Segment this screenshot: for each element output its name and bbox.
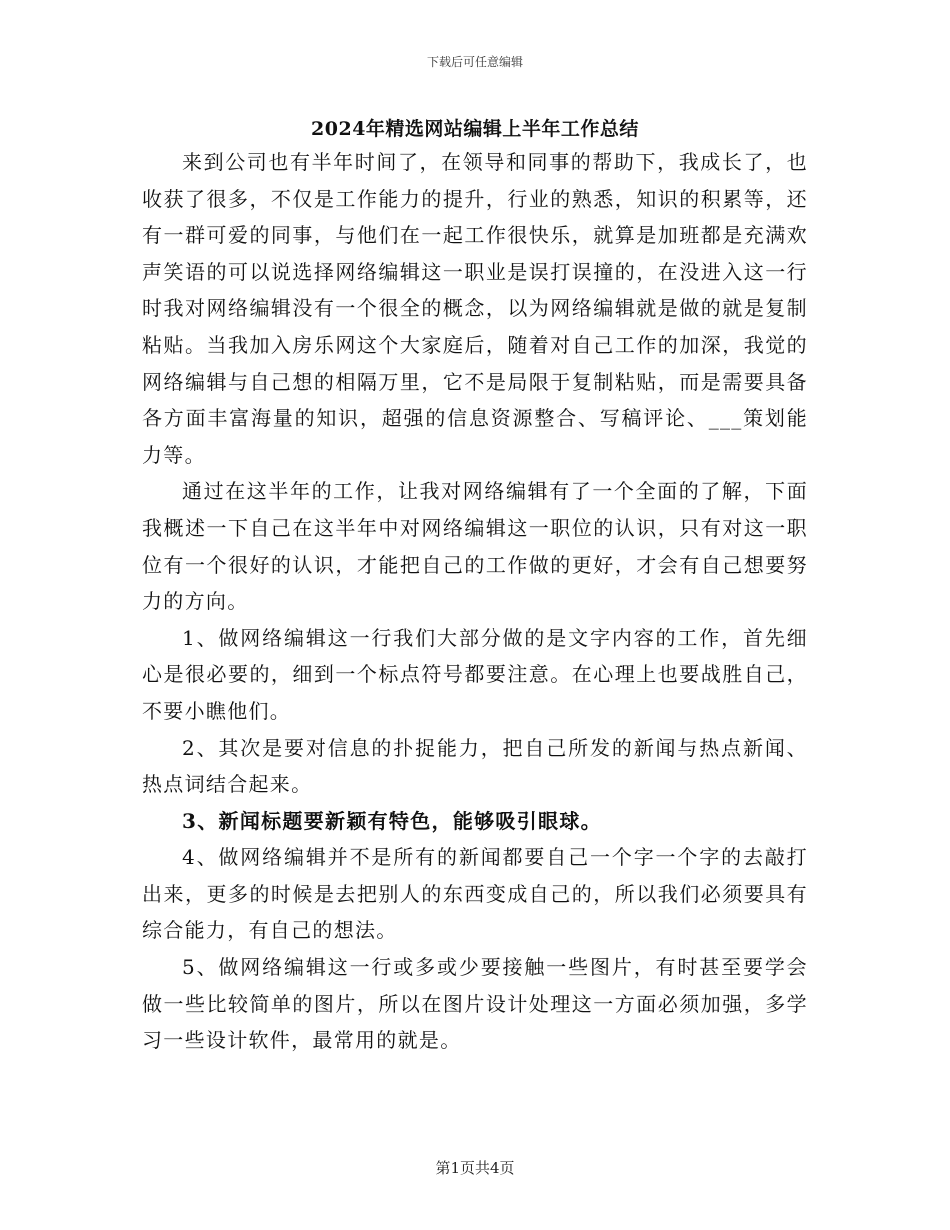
paragraph-overview: 通过在这半年的工作，让我对网络编辑有了一个全面的了解，下面我概述一下自己在这半年中对网络编辑这一职位的认识，只有对这一职位有一个很好的认识，才能把自己的工作做的更好，才会有自己想要努力的方向。 (142, 479, 808, 614)
document-title: 2024年精选网站编辑上半年工作总结 (311, 118, 639, 140)
paragraph-intro: 来到公司也有半年时间了，在领导和同事的帮助下，我成长了，也收获了很多，不仅是工作能力的提升，行业的熟悉，知识的积累等，还有一群可爱的同事，与他们在一起工作很快乐，就算是加班都是充满欢声笑语的可以说选择网络编辑这一职业是误打误撞的，在没进入这一行时我对网络编辑没有一个很全的概念，以为网络编辑就是做的就是复制粘贴。当我加入房乐网这个大家庭后，随着对自己工作的加深，我觉的网络编辑与自己想的相隔万里，它不是局限于复制粘贴，而是需要具备各方面丰富海量的知识，超强的信息资源整合、写稿评论、___策划能力等。 (142, 150, 808, 467)
paragraph-point-2: 2、其次是要对信息的扑捉能力，把自己所发的新闻与热点新闻、热点词结合起来。 (142, 735, 808, 797)
page-indicator: 第1页共4页 (435, 1159, 515, 1177)
paragraph-point-5: 5、做网络编辑这一行或多或少要接触一些图片，有时甚至要学会做一些比较简单的图片，所以在图片设计处理这一方面必须加强，多学习一些设计软件，最常用的就是。 (142, 955, 808, 1053)
paragraph-point-3: 3、新闻标题要新颖有特色，能够吸引眼球。 (182, 808, 602, 833)
paragraph-point-1: 1、做网络编辑这一行我们大部分做的是文字内容的工作，首先细心是很必要的，细到一个标点符号都要注意。在心理上也要战胜自己，不要小瞧他们。 (142, 625, 808, 723)
document-body (142, 144, 808, 1059)
header-note: 下载后可任意编辑 (426, 55, 523, 69)
paragraph-point-4: 4、做网络编辑并不是所有的新闻都要自己一个字一个字的去敲打出来，更多的时候是去把别人的东西变成自己的，所以我们必须要具有综合能力，有自己的想法。 (142, 845, 808, 943)
